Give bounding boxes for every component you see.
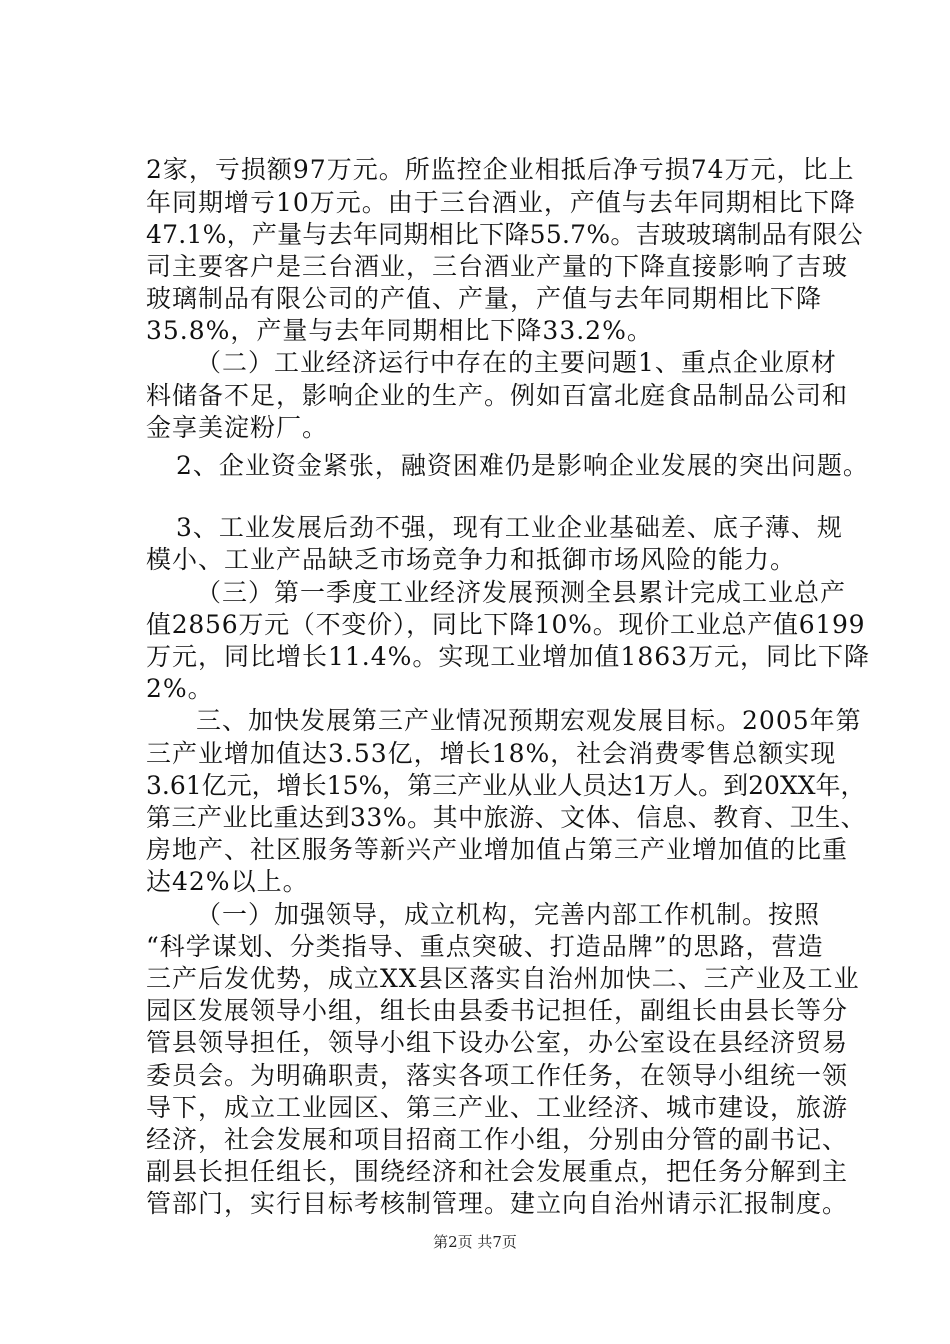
body-line: 委员会。为明确职责，落实各项工作任务，在领导小组统一领 xyxy=(146,1061,849,1090)
body-line: 第三产业比重达到33%。其中旅游、文体、信息、教育、卫生、 xyxy=(146,803,867,832)
body-line: 导下，成立工业园区、第三产业、工业经济、城市建设，旅游 xyxy=(146,1093,849,1122)
body-line: 房地产、社区服务等新兴产业增加值占第三产业增加值的比重 xyxy=(146,835,849,864)
body-line: 年同期增亏10万元。由于三台酒业，产值与去年同期相比下降 xyxy=(146,188,856,217)
body-line: 万元，同比增长11.4%。实现工业增加值1863万元，同比下降 xyxy=(146,642,871,671)
body-line: 副县长担任组长，围绕经济和社会发展重点，把任务分解到主 xyxy=(146,1157,849,1186)
body-line: 玻璃制品有限公司的产值、产量，产值与去年同期相比下降 xyxy=(146,284,823,313)
body-line: 2家，亏损额97万元。所监控企业相抵后净亏损74万元，比上 xyxy=(146,155,855,184)
body-line: （一）加强领导，成立机构，完善内部工作机制。按照 xyxy=(196,900,821,929)
body-line: 47.1%，产量与去年同期相比下降55.7%。吉玻玻璃制品有限公 xyxy=(146,220,863,249)
body-line: 3.61亿元，增长15%，第三产业从业人员达1万人。到20XX年， xyxy=(146,771,866,800)
body-line: 料储备不足，影响企业的生产。例如百富北庭食品制品公司和 xyxy=(146,381,849,410)
body-line: 管部门，实行目标考核制管理。建立向自治州请示汇报制度。 xyxy=(146,1189,849,1218)
body-line: 园区发展领导小组，组长由县委书记担任，副组长由县长等分 xyxy=(146,996,849,1025)
body-line: （二）工业经济运行中存在的主要问题1、重点企业原材 xyxy=(196,348,837,377)
body-line: 3、工业发展后劲不强，现有工业企业基础差、底子薄、规 xyxy=(176,513,843,542)
body-line: 管县领导担任，领导小组下设办公室，办公室设在县经济贸易 xyxy=(146,1028,849,1057)
page-footer: 第2页 共7页 xyxy=(433,1233,517,1251)
body-line: 模小、工业产品缺乏市场竞争力和抵御市场风险的能力。 xyxy=(146,545,797,574)
body-line: “科学谋划、分类指导、重点突破、打造品牌”的思路，营造 xyxy=(146,932,824,961)
body-line: 达42%以上。 xyxy=(146,867,309,896)
body-line: 35.8%，产量与去年同期相比下降33.2%。 xyxy=(146,316,653,345)
body-line: 2、企业资金紧张，融资困难仍是影响企业发展的突出问题。 xyxy=(176,451,869,480)
body-line: （三）第一季度工业经济发展预测全县累计完成工业总产 xyxy=(196,578,847,607)
body-line: 金享美淀粉厂。 xyxy=(146,413,329,442)
body-line: 司主要客户是三台酒业，三台酒业产量的下降直接影响了吉玻 xyxy=(146,252,849,281)
body-line: 值2856万元（不变价），同比下降10%。现价工业总产值6199 xyxy=(146,610,866,639)
body-line: 三产业增加值达3.53亿，增长18%，社会消费零售总额实现 xyxy=(146,739,837,768)
body-line: 三、加快发展第三产业情况预期宏观发展目标。2005年第 xyxy=(196,706,862,735)
body-line: 三产后发优势，成立XX县区落实自治州加快二、三产业及工业 xyxy=(146,964,860,993)
body-line: 经济，社会发展和项目招商工作小组，分别由分管的副书记、 xyxy=(146,1125,849,1154)
body-line: 2%。 xyxy=(146,674,214,703)
